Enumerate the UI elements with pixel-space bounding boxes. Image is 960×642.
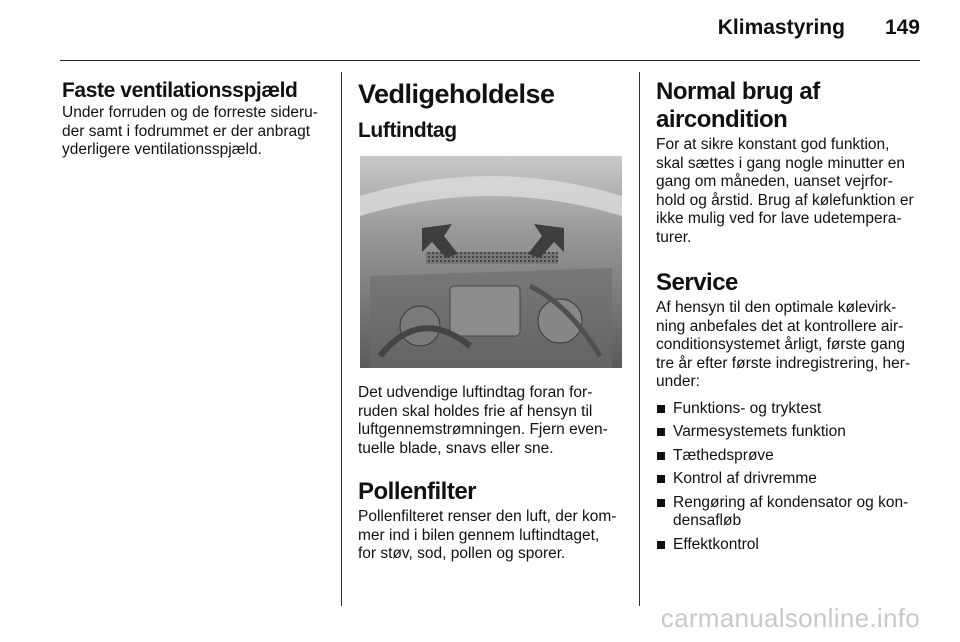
text-line: tre år efter første indregistrering, her-: [656, 354, 911, 372]
text-line: yderligere ventilationsspjæld.: [62, 141, 262, 158]
service-paragraph: [656, 299, 926, 392]
text-line: hold og årstid. Brug af kølefunktion er: [656, 191, 914, 209]
list-item: Kontrol af drivremme: [656, 470, 926, 489]
text-line: mer ind i bilen gennem luftindtaget,: [358, 526, 600, 544]
air-intake-paragraph: [358, 384, 626, 458]
subheading-pollen-filter: Pollenfilter: [358, 478, 477, 505]
normal-use-paragraph: [656, 136, 926, 247]
page-number: 149: [884, 16, 920, 39]
column-1: [62, 78, 334, 160]
air-intake-illustration: [360, 156, 622, 368]
text-line: Af hensyn til den optimale kølevirk-: [656, 299, 897, 316]
list-item: Rengøring af kondensator og kon- densafløb: [656, 494, 926, 531]
heading-normal-use: Normal brug af aircondition: [656, 78, 820, 133]
section-title: Klimastyring: [717, 16, 845, 39]
vents-paragraph: [62, 104, 334, 160]
text-line: ning anbefales det at kontrollere air-: [656, 317, 904, 335]
list-item: Tæthedsprøve: [656, 447, 926, 466]
text-line: der samt i fodrummet er der anbragt: [62, 122, 311, 140]
text-line: skal sættes i gang nogle minutter en: [656, 154, 905, 172]
list-item: Funktions- og tryktest: [656, 400, 926, 419]
subheading-air-intake: Luftindtag: [358, 119, 457, 142]
column-2: [358, 78, 626, 564]
list-item: Varmesystemets funktion: [656, 423, 926, 442]
header-rule: [60, 60, 920, 61]
column-divider: [341, 72, 342, 606]
section-heading-vents: Faste ventilationsspjæld: [62, 79, 298, 102]
text-line: For at sikre konstant god funktion,: [656, 136, 890, 153]
list-item: Effektkontrol: [656, 536, 926, 555]
text-line: Det udvendige luftindtag foran for-: [358, 384, 593, 401]
text-line: ikke mulig ved for lave udetempera-: [656, 210, 902, 227]
watermark: carmanualsonline.info: [660, 603, 920, 633]
text-line: gang om måneden, uanset vejrfor-: [656, 173, 893, 190]
text-line: turer.: [656, 228, 692, 246]
column-divider: [639, 72, 640, 606]
pollen-filter-paragraph: [358, 508, 626, 564]
text-line: Pollenfilteret renser den luft, der kom-: [358, 508, 617, 525]
text-line: luftgennemstrømningen. Fjern even-: [358, 421, 608, 438]
service-checklist: [656, 400, 926, 555]
text-line: Under forruden og de forreste sideru-: [62, 104, 318, 121]
column-3: [656, 78, 926, 559]
text-line: tuelle blade, snavs eller sne.: [358, 439, 554, 457]
engine-bay-image: [360, 156, 622, 368]
running-header: [718, 16, 920, 40]
text-line: conditionsystemet årligt, første gang: [656, 336, 905, 353]
heading-service: Service: [656, 269, 738, 296]
text-line: under:: [656, 373, 700, 390]
text-line: ruden skal holdes frie af hensyn til: [358, 402, 593, 420]
chapter-heading: Vedligeholdelse: [358, 79, 555, 109]
text-line: for støv, sod, pollen og sporer.: [358, 545, 566, 562]
